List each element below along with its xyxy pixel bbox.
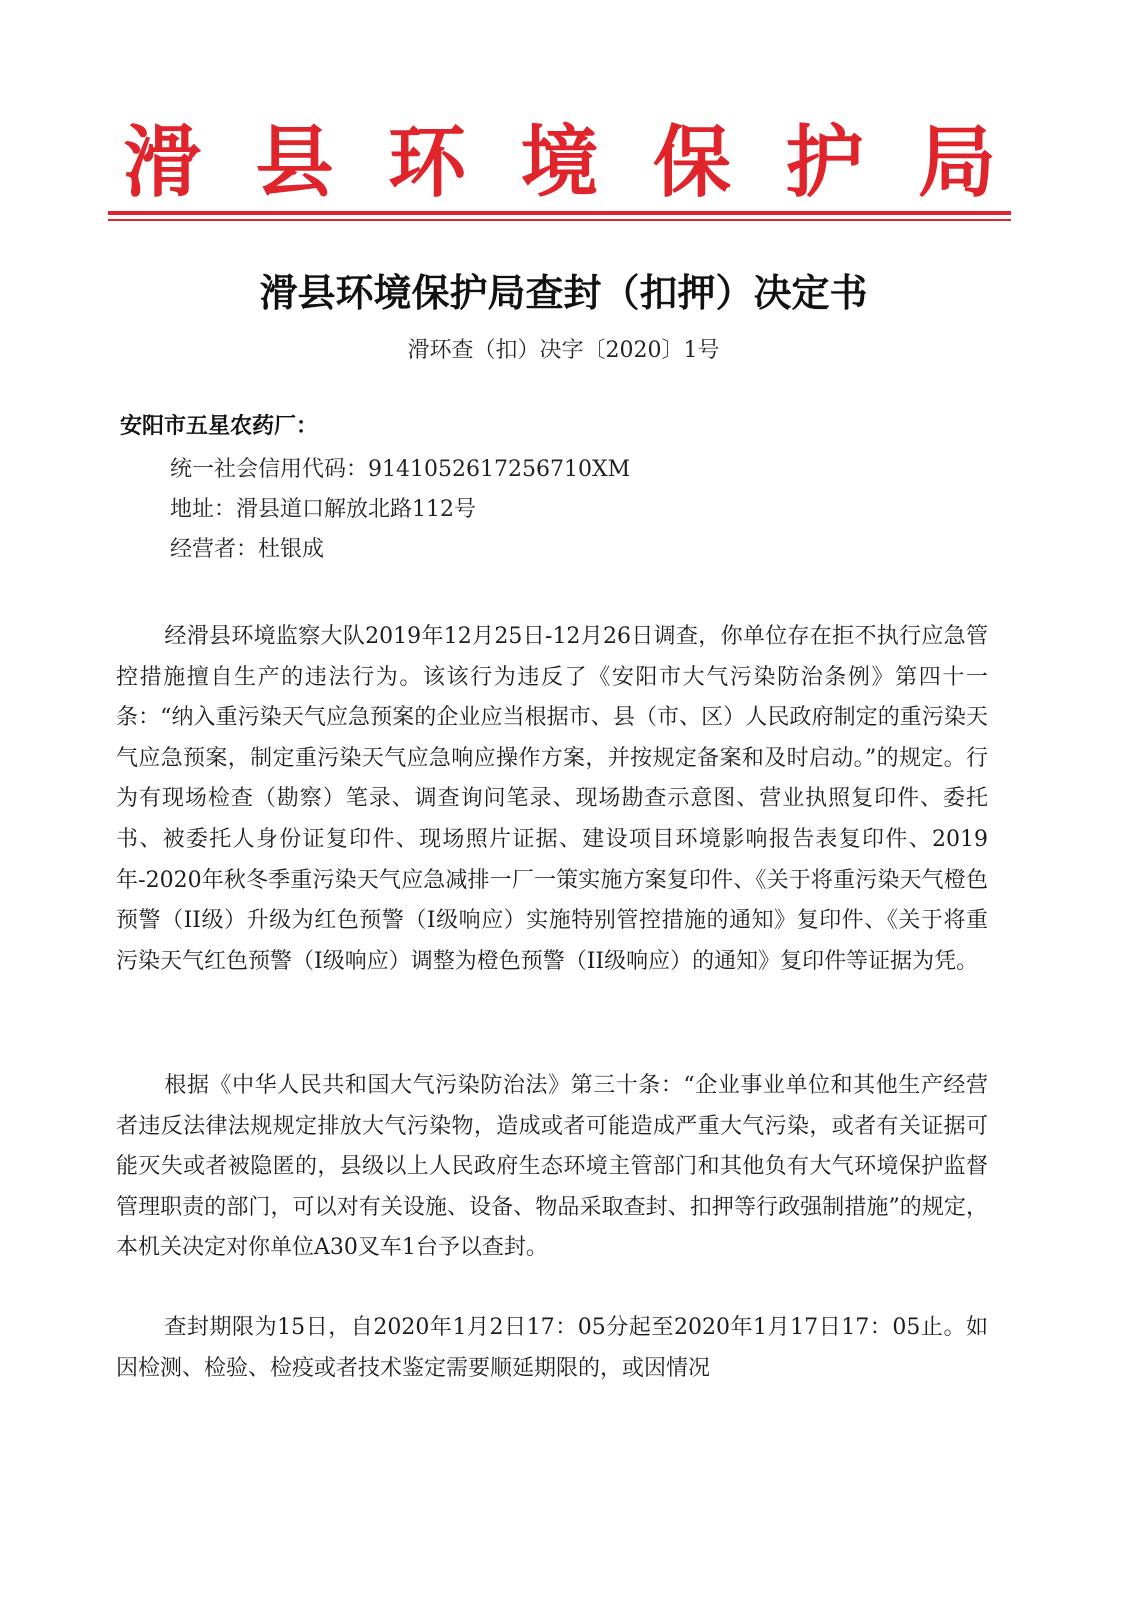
letterhead	[112, 118, 1007, 208]
letterhead-char: 局	[917, 118, 996, 208]
letterhead-divider-thin	[108, 219, 1011, 221]
operator-line: 经营者：杜银成	[170, 537, 325, 562]
letterhead-char: 环	[387, 118, 466, 208]
letterhead-char: 县	[255, 118, 334, 208]
letterhead-char: 保	[652, 118, 731, 208]
letterhead-char: 护	[785, 118, 864, 208]
letterhead-char: 境	[520, 118, 599, 208]
body-paragraph-seizure-period: 查封期限为15日，自2020年1月2日17：05分起至2020年1月17日17：05止。如因检测、检验、检疫或者技术鉴定需要顺延期限的，或因情况	[116, 1315, 988, 1381]
document-title: 滑县环境保护局查封（扣押）决定书	[259, 271, 868, 315]
body-paragraph-legal-basis: 根据《中华人民共和国大气污染防治法》第三十条：“企业事业单位和其他生产经营者违反法律法规规定排放大气污染物，造成或者可能造成严重大气污染，或者有关证据可能灭失或者被隐匿的，县级以上人民政府生态环境主管部门和其他负有大气环境保护监督管理职责的部门，可以对有关设施、设备、物品采取查封、扣押等行政强制措施”的规定，本机关决定对你单位A30叉车1台予以查封。	[116, 1073, 988, 1261]
document-number: 滑环查（扣）决字〔2020〕1号	[407, 338, 720, 363]
address-line: 地址：滑县道口解放北路112号	[170, 497, 476, 522]
credit-code-line: 统一社会信用代码：9141052617256710XM	[170, 457, 631, 482]
letterhead-char: 滑	[122, 118, 201, 208]
addressee: 安阳市五星农药厂：	[120, 414, 319, 439]
body-paragraph-violation: 经滑县环境监察大队2019年12月25日-12月26日调查，你单位存在拒不执行应急管控措施擅自生产的违法行为。该该行为违反了《安阳市大气污染防治条例》第四十一条：“纳入重污染天气应急预案的企业应当根据市、县（市、区）人民政府制定的重污染天气应急预案，制定重污染天气应急响应操作方案，并按规定备案和及时启动。”的规定。行为有现场检查（勘察）笔录、调查询问笔录、现场勘查示意图、营业执照复印件、委托书、被委托人身份证复印件、现场照片证据、建设项目环境影响报告表复印件、2019年-2020年秋冬季重污染天气应急减排一厂一策实施方案复印件、《关于将重污染天气橙色预警（II级）升级为红色预警（I级响应）实施特别管控措施的通知》复印件、《关于将重污染天气红色预警（I级响应）调整为橙色预警（II级响应）的通知》复印件等证据为凭。	[116, 624, 989, 974]
letterhead-divider-thick	[108, 211, 1011, 215]
